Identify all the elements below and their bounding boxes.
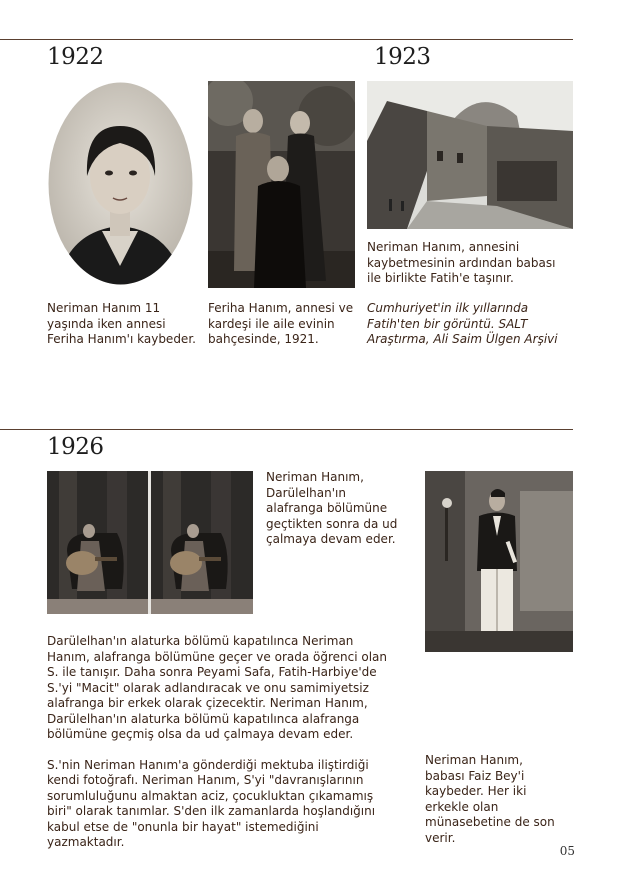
year-1922-heading: 1922 — [47, 44, 104, 70]
body-paragraph-2: S.'nin Neriman Hanım'a gönderdiği mektuba iliştirdiği kendi fotoğrafı. Neriman Hanım, S'yi "davranışlarının sorumluluğunu almaktan aciz, çocukluktan çıkamamış biri" olarak tanımlar. S'den ilk zamanlarda hoşlandığını kabul etse de "onunla bir hayat" istemediğini yazmaktadır. — [47, 757, 376, 849]
oud-caption: Neriman Hanım, Darülelhan'ın alafranga bölümüne geçtikten sonra da ud çalmaya devam eder. — [266, 470, 398, 546]
middle-divider — [0, 429, 573, 430]
portrait-caption: Neriman Hanım 11 yaşında iken annesi Feriha Hanım'ı kaybeder. — [47, 301, 196, 346]
year-1926-heading: 1926 — [47, 434, 104, 460]
move-caption: Neriman Hanım, annesini kaybetmesinin ardından babası ile birlikte Fatih'e taşınır. — [367, 240, 556, 285]
body-paragraph-1: Darülelhan'ın alaturka bölümü kapatılınca Neriman Hanım, alafranga bölümüne geçer ve orada öğrenci olan S. ile tanışır. Daha sonra Peyami Safa, Fatih-Harbiye'de S.'yi "Macit" olarak adlandıracak ve onu samimiyetsiz alafranga bir erkek olarak çizecektir. Neriman Hanım, Darülelhan'ın alaturka bölümü kapatılınca alafranga bölümüne geçmiş olsa da ud çalmaya devam eder. — [47, 634, 388, 741]
father-caption: Neriman Hanım, babası Faiz Bey'i kaybeder. Her iki erkekle olan münasebetine de son verir. — [425, 753, 555, 845]
oud-stereo-photo — [47, 471, 253, 614]
fatih-photo-credit: Cumhuriyet'in ilk yıllarında Fatih'ten bir görüntü. SALT Araştırma, Ali Saim Ülgen Arşivi — [367, 301, 558, 346]
family-garden-photo — [208, 81, 355, 288]
page-number: 05 — [559, 844, 575, 858]
s-portrait-photo — [425, 471, 573, 652]
year-1923-heading: 1923 — [374, 44, 431, 70]
top-divider — [0, 39, 573, 40]
fatih-street-photo — [367, 81, 573, 229]
portrait-photo — [47, 81, 194, 286]
main-body-text — [47, 634, 397, 851]
family-caption: Feriha Hanım, annesi ve kardeşi ile aile evinin bahçesinde, 1921. — [208, 301, 354, 346]
